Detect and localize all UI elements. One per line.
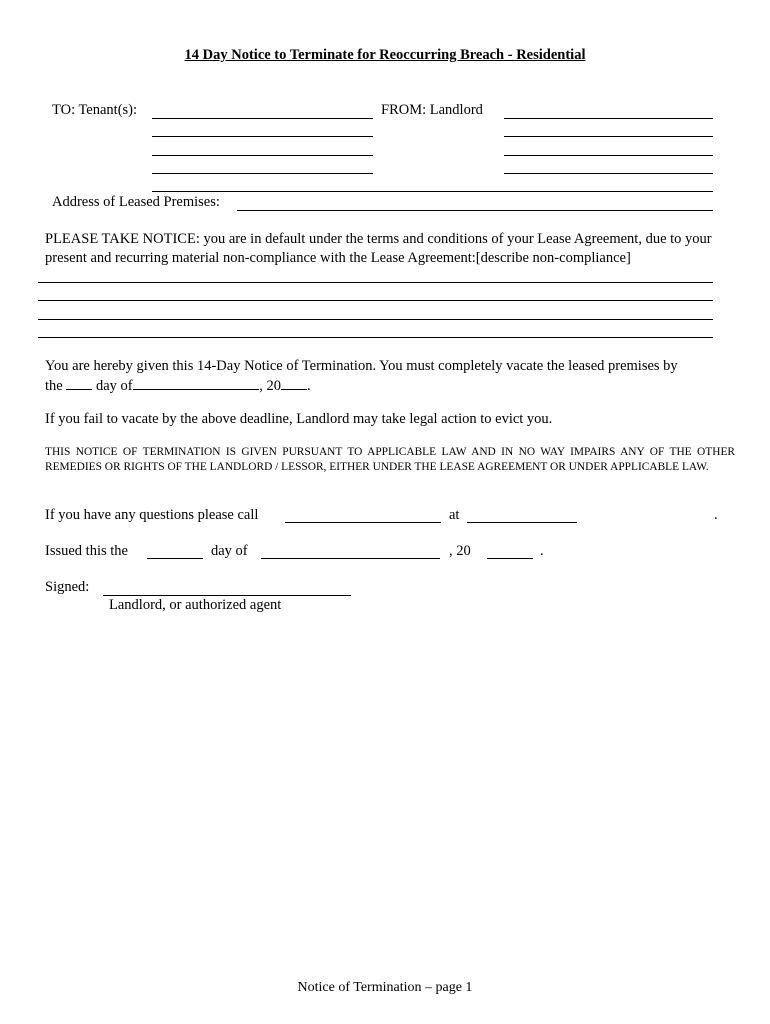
address-line-1[interactable]: [152, 191, 713, 192]
non-compliance-line-2[interactable]: [38, 300, 713, 301]
landlord-line-3[interactable]: [504, 155, 713, 156]
tenant-name-line-4[interactable]: [152, 173, 373, 174]
vacate-period: .: [306, 378, 311, 394]
questions-label: If you have any questions please call: [45, 507, 259, 523]
vacate-date-row: [45, 376, 311, 395]
questions-period: .: [714, 507, 718, 523]
issued-year-prefix: , 20: [449, 543, 471, 559]
tenant-name-line-2[interactable]: [152, 136, 373, 137]
signature-line[interactable]: [103, 595, 351, 596]
non-compliance-line-4[interactable]: [38, 337, 713, 338]
address-line-2[interactable]: [237, 210, 713, 211]
landlord-line-2[interactable]: [504, 136, 713, 137]
to-tenants-label: TO: Tenant(s):: [52, 102, 138, 118]
vacate-day-of-label: day of: [95, 378, 133, 394]
issued-day-line[interactable]: [147, 558, 203, 559]
contact-name-line[interactable]: [285, 522, 441, 523]
fail-to-vacate-text: If you fail to vacate by the above deadline, Landlord may take legal action to evict you.: [45, 411, 553, 427]
vacate-day-blank[interactable]: [66, 376, 92, 390]
vacate-the-label: the: [45, 378, 63, 394]
questions-at-label: at: [449, 507, 460, 523]
contact-phone-line[interactable]: [467, 522, 577, 523]
vacate-year-blank[interactable]: [281, 376, 307, 390]
issued-day-of-label: day of: [211, 543, 248, 559]
signer-caption: Landlord, or authorized agent: [109, 597, 282, 613]
issued-year-line[interactable]: [487, 558, 533, 559]
issued-period: .: [540, 543, 544, 559]
notice-paragraph: PLEASE TAKE NOTICE: you are in default under the terms and conditions of your Lease Agreement, due to your present and recurring material non-compliance with the Lease Agreement:[describe non-compliance]: [45, 231, 712, 266]
signed-label: Signed:: [45, 579, 90, 595]
page-footer: Notice of Termination – page 1: [297, 980, 473, 995]
landlord-line-4[interactable]: [504, 173, 713, 174]
address-label: Address of Leased Premises:: [52, 194, 220, 210]
non-compliance-line-1[interactable]: [38, 282, 713, 283]
tenant-name-line-3[interactable]: [152, 155, 373, 156]
landlord-line-1[interactable]: [504, 118, 713, 119]
document-title: 14 Day Notice to Terminate for Reoccurring Breach - Residential: [184, 47, 586, 63]
non-compliance-line-3[interactable]: [38, 319, 713, 320]
tenant-name-line-1[interactable]: [152, 118, 373, 119]
from-landlord-label: FROM: Landlord: [381, 102, 483, 118]
issued-label: Issued this the: [45, 543, 128, 559]
legal-disclaimer: THIS NOTICE OF TERMINATION IS GIVEN PURSUANT TO APPLICABLE LAW AND IN NO WAY IMPAIRS ANY OF THE OTHER REMEDIES OR RIGHTS OF THE LANDLORD / LESSOR, EITHER UNDER THE LEASE AGREEMENT OR UNDER APPLICABLE LAW.: [45, 446, 735, 473]
vacate-month-blank[interactable]: [133, 376, 259, 390]
vacate-year-prefix: , 20: [259, 378, 281, 394]
termination-intro: You are hereby given this 14-Day Notice of Termination. You must completely vacate the leased premises by: [45, 358, 678, 374]
issued-month-line[interactable]: [261, 558, 440, 559]
